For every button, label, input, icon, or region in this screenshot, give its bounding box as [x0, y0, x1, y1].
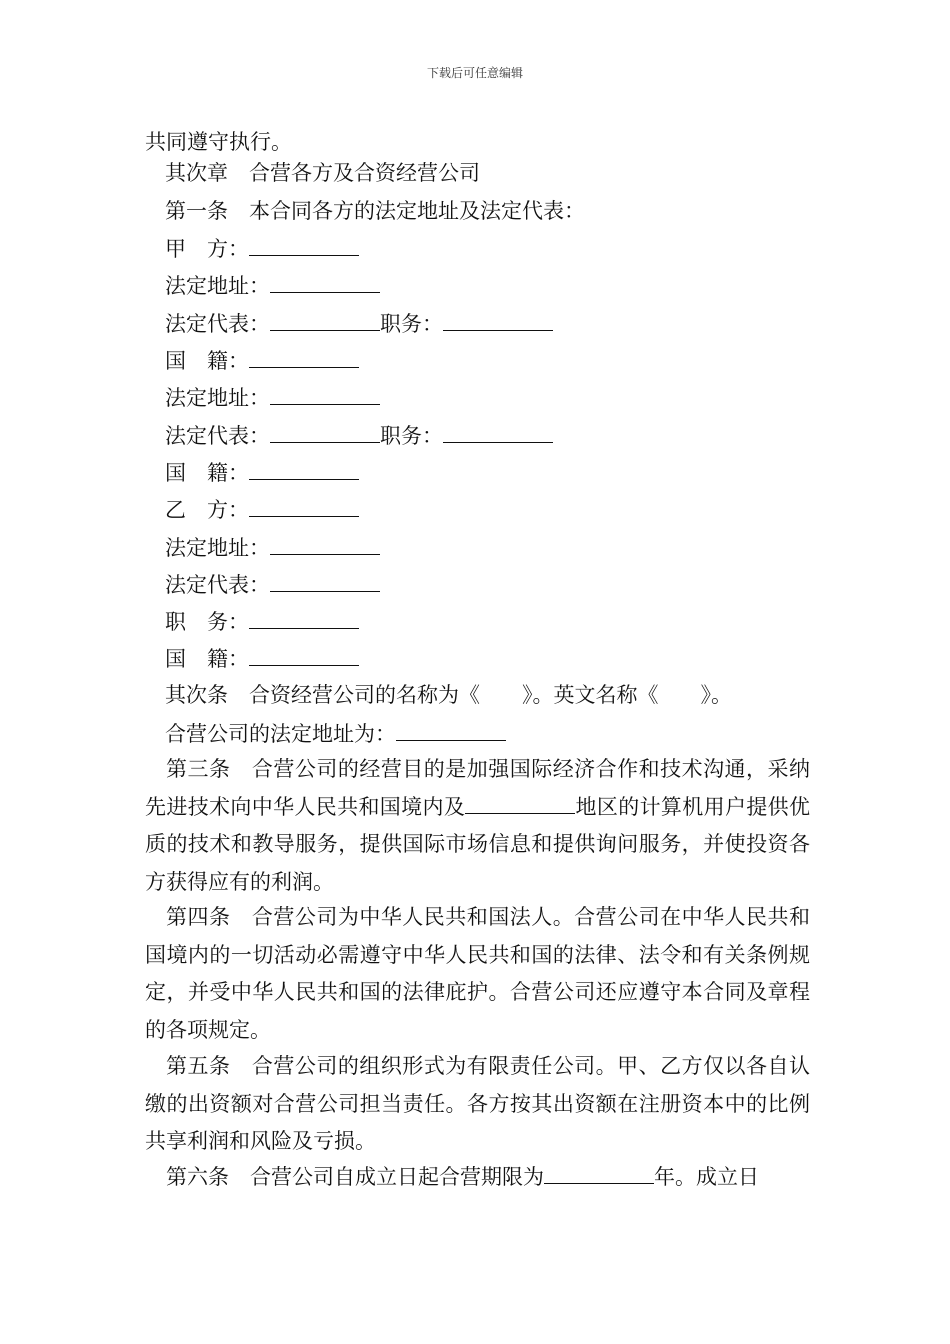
jv-address-row — [165, 718, 506, 749]
nationality-row — [165, 643, 359, 674]
article-6 — [145, 1159, 810, 1197]
fill-blank — [249, 494, 359, 517]
address-row — [165, 382, 380, 413]
fill-blank — [465, 791, 575, 814]
rep-label: 法定代表： — [165, 424, 270, 448]
fill-blank — [249, 457, 359, 480]
nationality-label: 国 籍： — [165, 349, 249, 373]
address-row — [165, 270, 380, 301]
jv-address-label: 合营公司的法定地址为： — [165, 722, 396, 746]
rep-row — [165, 420, 553, 451]
nationality-row — [165, 345, 359, 376]
article-6-text-b: 年。成立日 — [654, 1165, 759, 1189]
fill-blank — [270, 308, 380, 331]
address-label: 法定地址： — [165, 386, 270, 410]
title-label: 职务： — [380, 424, 443, 448]
text-line: 共同遵守执行。 — [145, 130, 292, 154]
rep-label: 法定代表： — [165, 312, 270, 336]
article-1: 第一条 本合同各方的法定地址及法定代表： — [165, 199, 585, 223]
article-5: 第五条 合营公司的组织形式为有限责任公司。甲、乙方仅以各自认缴的出资额对合营公司担当责任。各方按其出资额在注册资本中的比例共享利润和风险及亏损。 — [145, 1054, 810, 1154]
article-4: 第四条 合营公司为中华人民共和国法人。合营公司在中华人民共和国境内的一切活动必需遵守中华人民共和国的法律、法令和有关条例规定，并受中华人民共和国的法律庇护。合营公司还应遵守本合同及章程的各项规定。 — [145, 905, 810, 1042]
party-b-label: 乙 方： — [165, 498, 249, 522]
fill-blank — [270, 569, 380, 592]
fill-blank — [396, 718, 506, 741]
title-label: 职 务： — [165, 610, 249, 634]
fill-blank — [249, 643, 359, 666]
article-6-text-a: 第六条 合营公司自成立日起合营期限为 — [166, 1165, 544, 1189]
rep-row — [165, 569, 380, 600]
fill-blank — [270, 270, 380, 293]
nationality-row — [165, 457, 359, 488]
fill-blank — [249, 233, 359, 256]
party-b-row — [165, 494, 359, 525]
fill-blank — [249, 606, 359, 629]
rep-label: 法定代表： — [165, 573, 270, 597]
fill-blank — [443, 420, 553, 443]
fill-blank — [270, 532, 380, 555]
rep-row — [165, 308, 553, 339]
fill-blank — [270, 382, 380, 405]
article-3-text-b: 地区的计算机用户提供优质的技术和教导服务，提供国际市场信息和提供询问服务，并使投资各方获得应有的利润。 — [145, 794, 811, 894]
fill-blank — [443, 308, 553, 331]
article-3 — [145, 751, 810, 901]
fill-blank — [249, 345, 359, 368]
chapter-heading: 其次章 合营各方及合资经营公司 — [165, 161, 480, 185]
address-label: 法定地址： — [165, 274, 270, 298]
title-label: 职务： — [380, 312, 443, 336]
nationality-label: 国 籍： — [165, 461, 249, 485]
article-2: 其次条 合资经营公司的名称为《 》。英文名称《 》。 — [165, 683, 732, 707]
fill-blank — [544, 1161, 654, 1184]
nationality-label: 国 籍： — [165, 647, 249, 671]
address-row — [165, 532, 380, 563]
party-a-row — [165, 233, 359, 264]
article-3-text-a: 第三条 合营公司的经营目的是加强国际经济合作和技术沟通，采纳先进技术向中华人民共和国境内及 — [145, 757, 810, 819]
page-header: 下载后可任意编辑 — [426, 66, 523, 80]
party-a-label: 甲 方： — [165, 237, 249, 261]
address-label: 法定地址： — [165, 536, 270, 560]
title-row — [165, 606, 359, 637]
fill-blank — [270, 420, 380, 443]
